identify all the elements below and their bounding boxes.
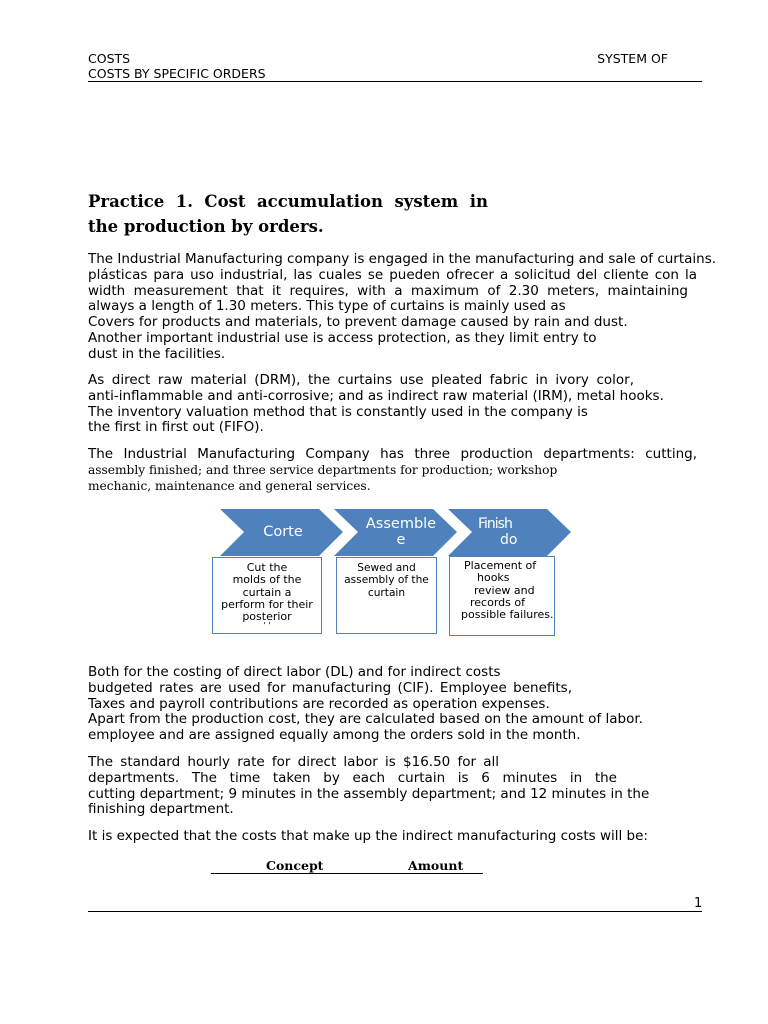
paragraph-line: anti-inflammable and anti-corrosive; and as indirect raw material (IRM), metal hooks. xyxy=(88,387,664,404)
table-header-rule xyxy=(211,873,483,874)
chevron-label-line: Corte xyxy=(263,524,303,540)
paragraph-hourly-rate xyxy=(88,755,718,818)
description-line: hooks xyxy=(477,571,510,585)
header-left-line2: COSTS BY SPECIFIC ORDERS xyxy=(88,66,266,81)
chevron-label-2 xyxy=(356,516,446,548)
paragraph-line: the first in first out (FIFO). xyxy=(88,419,264,436)
paragraph-line: assembly finished; and three service departments for production; workshop xyxy=(88,462,558,477)
paragraph-line: The standard hourly rate for direct labor is $16.50 for all xyxy=(88,754,499,770)
description-line: ' ' xyxy=(263,621,271,631)
description-line: possible failures. xyxy=(461,608,554,622)
description-line: posterior xyxy=(242,610,292,624)
paragraph-labor-costing xyxy=(88,665,718,744)
paragraph-indirect-costs-intro xyxy=(88,829,718,845)
chevron-label-1 xyxy=(246,524,320,540)
chevron-label-line: Assemble xyxy=(365,516,437,532)
table-header-amount: Amount xyxy=(408,858,464,873)
table-header-concept: Concept xyxy=(266,858,324,873)
paragraph-line: finishing department. xyxy=(88,801,234,818)
description-line: Sewed and xyxy=(357,562,416,574)
header-left-line1: COSTS xyxy=(88,51,131,66)
paragraph-line: Covers for products and materials, to prevent damage caused by rain and dust. xyxy=(88,314,628,331)
description-line: Placement of xyxy=(464,559,537,572)
paragraph-line: dust in the facilities. xyxy=(88,345,226,362)
step-2-description xyxy=(336,557,437,634)
chevron-label-line: Finish xyxy=(478,516,512,532)
step-3-description xyxy=(449,556,555,636)
paragraph-line: The Industrial Manufacturing company is engaged in the manufacturing and sale of curtains. xyxy=(88,251,717,267)
description-line: Cut the xyxy=(246,561,288,574)
description-line: curtain a xyxy=(242,585,292,599)
paragraph-line: Taxes and payroll contributions are recorded as operation expenses. xyxy=(88,695,550,712)
paragraph-line: always a length of 1.30 meters. This type of curtains is mainly used as xyxy=(88,298,566,315)
paragraph-line: It is expected that the costs that make up the indirect manufacturing costs will be: xyxy=(88,828,648,844)
paragraph-line: employee and are assigned equally among the orders sold in the month. xyxy=(88,727,581,744)
chevron-label-line: e xyxy=(396,532,406,548)
footer-rule xyxy=(88,911,702,912)
description-line: review and xyxy=(474,583,535,597)
paragraph-line: Both for the costing of direct labor (DL) and for indirect costs xyxy=(88,664,501,680)
description-line: perform for their xyxy=(221,597,313,611)
paragraph-line: budgeted rates are used for manufacturing (CIF). Employee benefits, xyxy=(88,679,572,696)
paragraph-line: mechanic, maintenance and general services. xyxy=(88,478,371,493)
paragraph-line: The inventory valuation method that is constantly used in the company is xyxy=(88,403,588,420)
chevron-label-3 xyxy=(470,516,550,548)
paragraph-line: cutting department; 9 minutes in the assembly department; and 12 minutes in the xyxy=(88,785,650,802)
chevron-label-line: do xyxy=(500,532,518,548)
header-right: SYSTEM OF xyxy=(597,51,668,66)
paragraph-line: Another important industrial use is access protection, as they limit entry to xyxy=(88,329,597,346)
paragraph-line: Apart from the production cost, they are calculated based on the amount of labor. xyxy=(88,711,643,728)
description-line: records of xyxy=(470,595,525,609)
paragraph-line: plásticas para uso industrial, las cuales se pueden ofrecer a solicitud del cliente con la xyxy=(88,266,697,283)
paragraph-line: width measurement that it requires, with a maximum of 2.30 meters, maintaining xyxy=(88,282,688,299)
step-1-description xyxy=(212,557,322,634)
practice-title: Practice 1. Cost accumulation system in the production by orders. xyxy=(88,192,488,236)
description-line: molds of the xyxy=(232,573,302,587)
description-line: assembly of the xyxy=(344,574,429,587)
description-line: curtain xyxy=(367,586,406,599)
paragraph-line: The Industrial Manufacturing Company has three production departments: cutting, xyxy=(88,446,697,462)
page-number: 1 xyxy=(694,896,703,911)
paragraph-line: As direct raw material (DRM), the curtains use pleated fabric in ivory color, xyxy=(88,372,634,388)
paragraph-line: departments. The time taken by each curtain is 6 minutes in the xyxy=(88,769,617,786)
